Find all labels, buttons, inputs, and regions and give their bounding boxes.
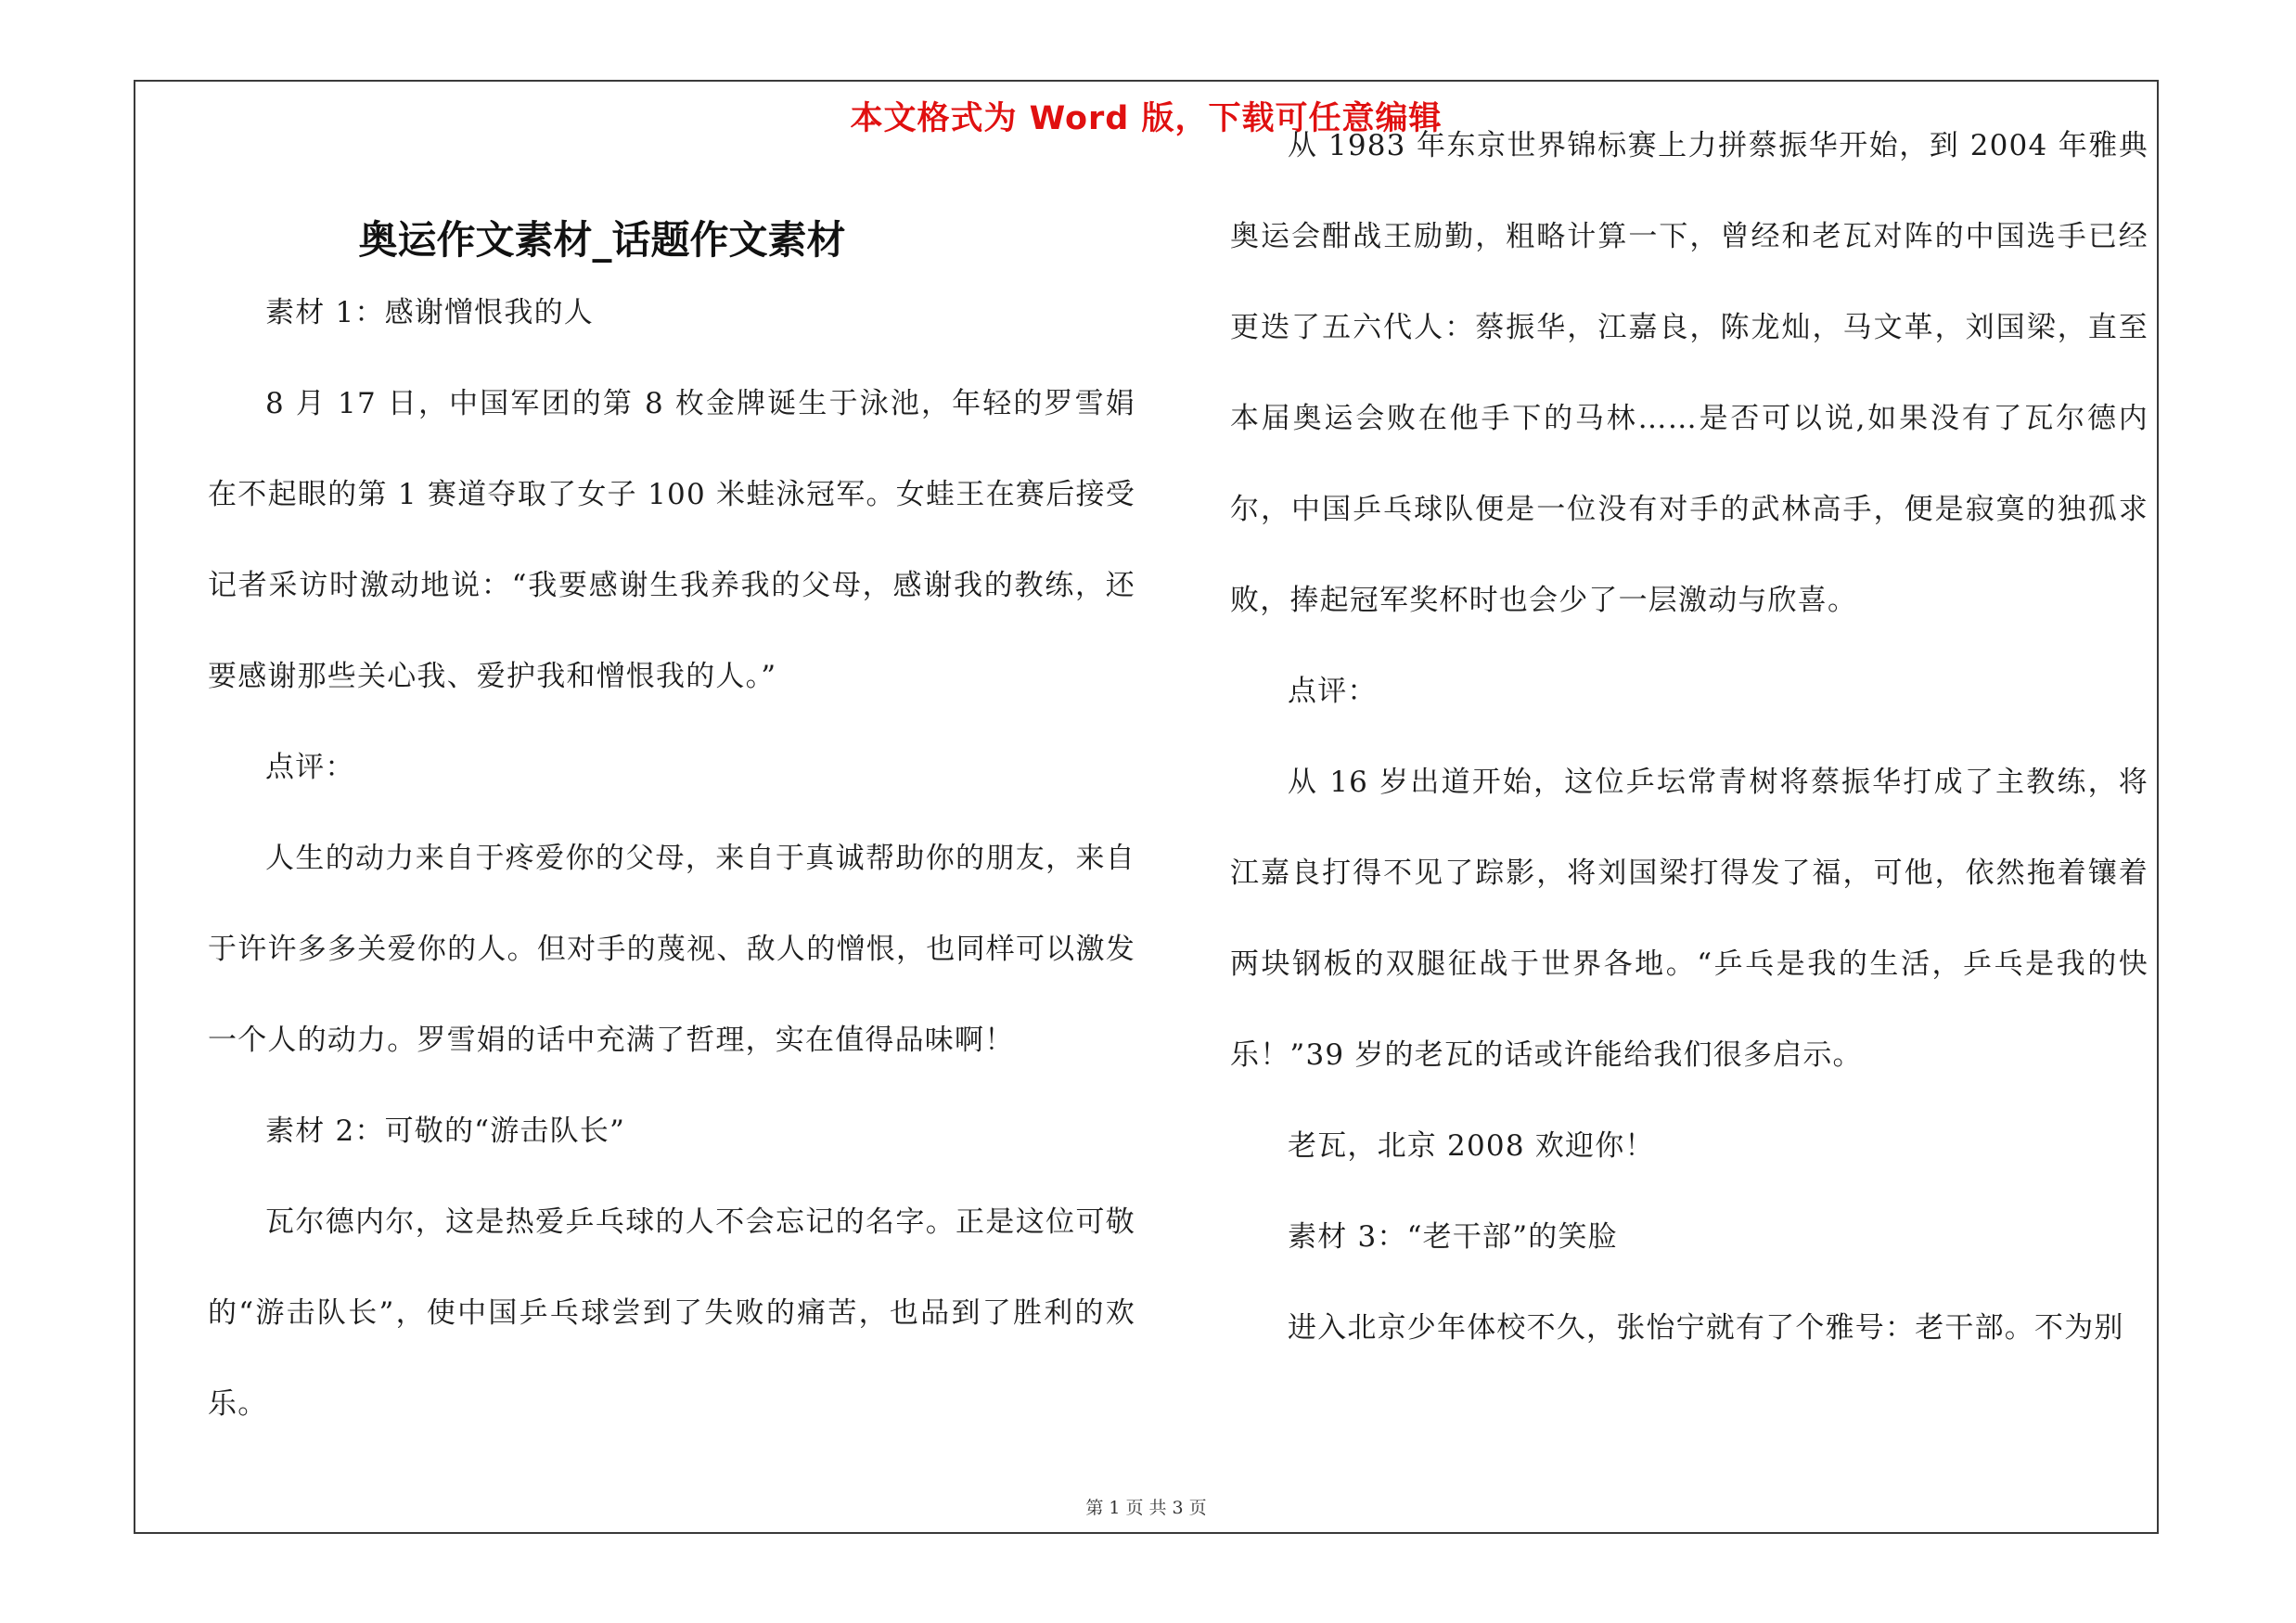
document-title: 奥运作文素材_话题作文素材 [358,217,846,263]
paragraph: 点评： [1288,675,1378,708]
paragraph: 从 16 岁出道开始，这位乒坛常青树将蔡振华打成了主教练，将江嘉良打得不见了踪影，将刘国梁打得发了福，可他，依然拖着镶着两块钢板的双腿征战于世界各地。“乒乓是我的生活，乒乓是我的快乐！”39 岁的老瓦的话或许能给我们很多启示。 [1230,766,2148,1072]
paragraph: 进入北京少年体校不久，张怡宁就有了个雅号：老干部。不为别 [1288,1311,2124,1345]
paragraph: 点评： [265,751,355,784]
left-column-body [208,267,1135,1449]
page-footer: 第 1 页 共 3 页 [1085,1498,1207,1518]
right-column-body [1230,100,2148,1373]
paragraph: 素材 1：感谢憎恨我的人 [265,296,594,329]
paragraph: 人生的动力来自于疼爱你的父母，来自于真诚帮助你的朋友，来自于许许多多关爱你的人。但对手的蔑视、敌人的憎恨，也同样可以激发一个人的动力。罗雪娟的话中充满了哲理，实在值得品味啊！ [208,842,1135,1057]
paragraph: 素材 2：可敬的“游击队长” [265,1114,626,1148]
paragraph: 从 1983 年东京世界锦标赛上力拼蔡振华开始，到 2004 年雅典奥运会酣战王励勤，粗略计算一下，曾经和老瓦对阵的中国选手已经更迭了五六代人：蔡振华，江嘉良，陈龙灿，马文革，刘国梁，直至本届奥运会败在他手下的马林……是否可以说,如果没有了瓦尔德内尔，中国乒乓球队便是一位没有对手的武林高手，便是寂寞的独孤求败，捧起冠军奖杯时也会少了一层激动与欣喜。 [1230,129,2148,617]
format-banner: 本文格式为 Word 版，下载可任意编辑 [850,100,1443,137]
paragraph: 瓦尔德内尔，这是热爱乒乓球的人不会忘记的名字。正是这位可敬的“游击队长”，使中国乒乓球尝到了失败的痛苦，也品到了胜利的欢乐。 [208,1205,1135,1421]
paragraph: 素材 3：“老干部”的笑脸 [1288,1220,1618,1254]
paragraph: 8 月 17 日，中国军团的第 8 枚金牌诞生于泳池，年轻的罗雪娟在不起眼的第 1 赛道夺取了女子 100 米蛙泳冠军。女蛙王在赛后接受记者采访时激动地说：“我要感谢生我养我的父母，感谢我的教练，还要感谢那些关心我、爱护我和憎恨我的人。” [208,387,1135,693]
page-frame [134,80,2159,1534]
paragraph: 老瓦，北京 2008 欢迎你！ [1288,1129,1655,1163]
